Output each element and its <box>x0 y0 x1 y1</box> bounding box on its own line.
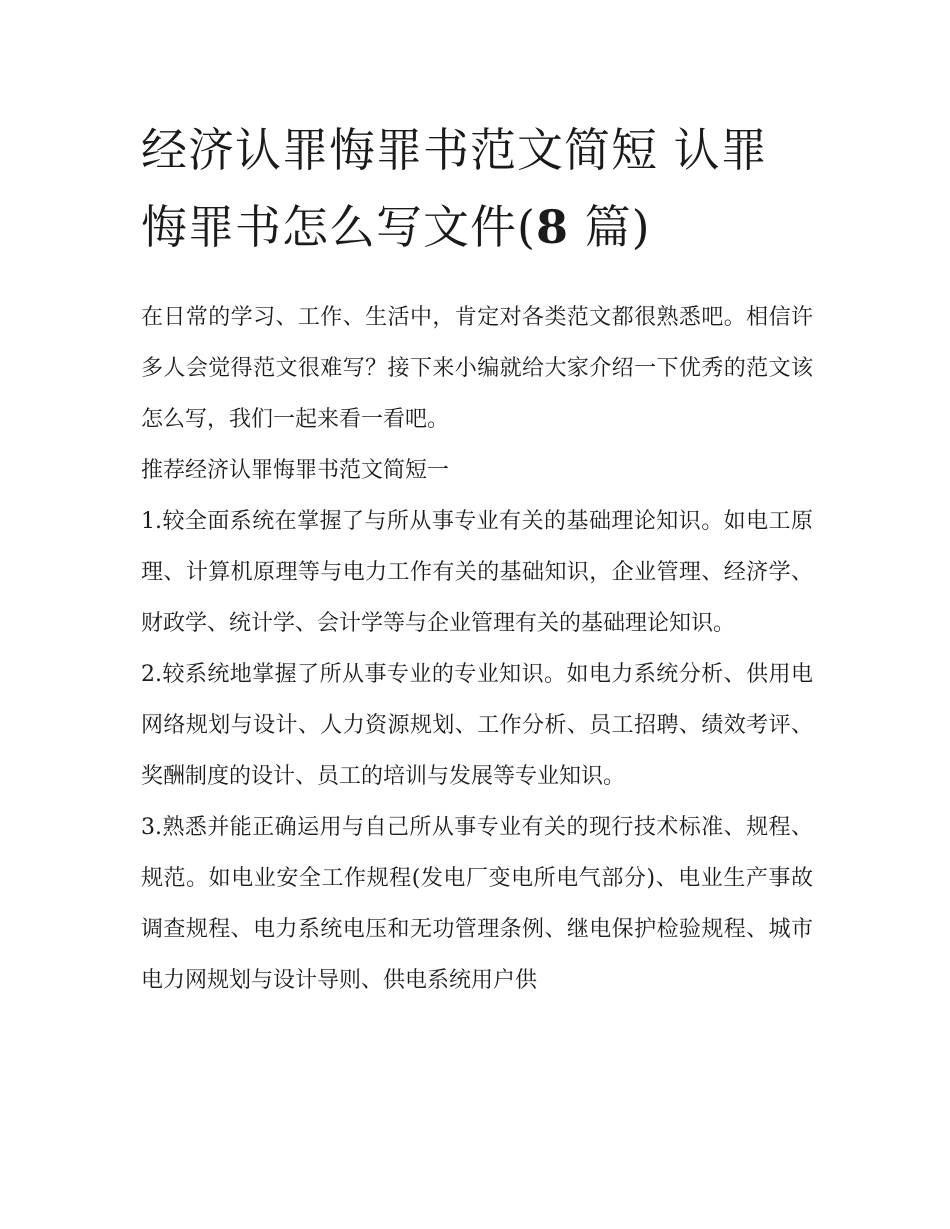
document-body <box>141 292 813 1006</box>
intro-paragraph: 在日常的学习、工作、生活中，肯定对各类范文都很熟悉吧。相信许多人会觉得范文很难写？接下来小编就给大家介绍一下优秀的范文该怎么写，我们一起来看一看吧。 <box>141 305 813 432</box>
body-paragraph-1: 1.较全面系统在掌握了与所从事专业有关的基础理论知识。如电工原理、计算机原理等与电力工作有关的基础知识，企业管理、经济学、财政学、统计学、会计学等与企业管理有关的基础理论知识。 <box>141 509 813 636</box>
body-paragraph-3: 3.熟悉并能正确运用与自己所从事专业有关的现行技术标准、规程、规范。如电业安全工作规程(发电厂变电所电气部分)、电业生产事故调查规程、电力系统电压和无功管理条例、继电保护检验规程、城市电力网规划与设计导则、供电系统用户供 <box>141 815 813 993</box>
body-paragraph-2: 2.较系统地掌握了所从事专业的专业知识。如电力系统分析、供用电网络规划与设计、人力资源规划、工作分析、员工招聘、绩效考评、奖酬制度的设计、员工的培训与发展等专业知识。 <box>141 662 813 789</box>
section-heading: 推荐经济认罪悔罪书范文简短一 <box>141 458 450 483</box>
title-number: 8 <box>535 200 569 254</box>
title-main: 经济认罪悔罪书范文简短 认罪悔罪书怎么写文件( <box>141 123 768 254</box>
title-tail: 篇) <box>568 200 651 254</box>
document-title <box>141 112 813 266</box>
document-page <box>141 112 813 1006</box>
